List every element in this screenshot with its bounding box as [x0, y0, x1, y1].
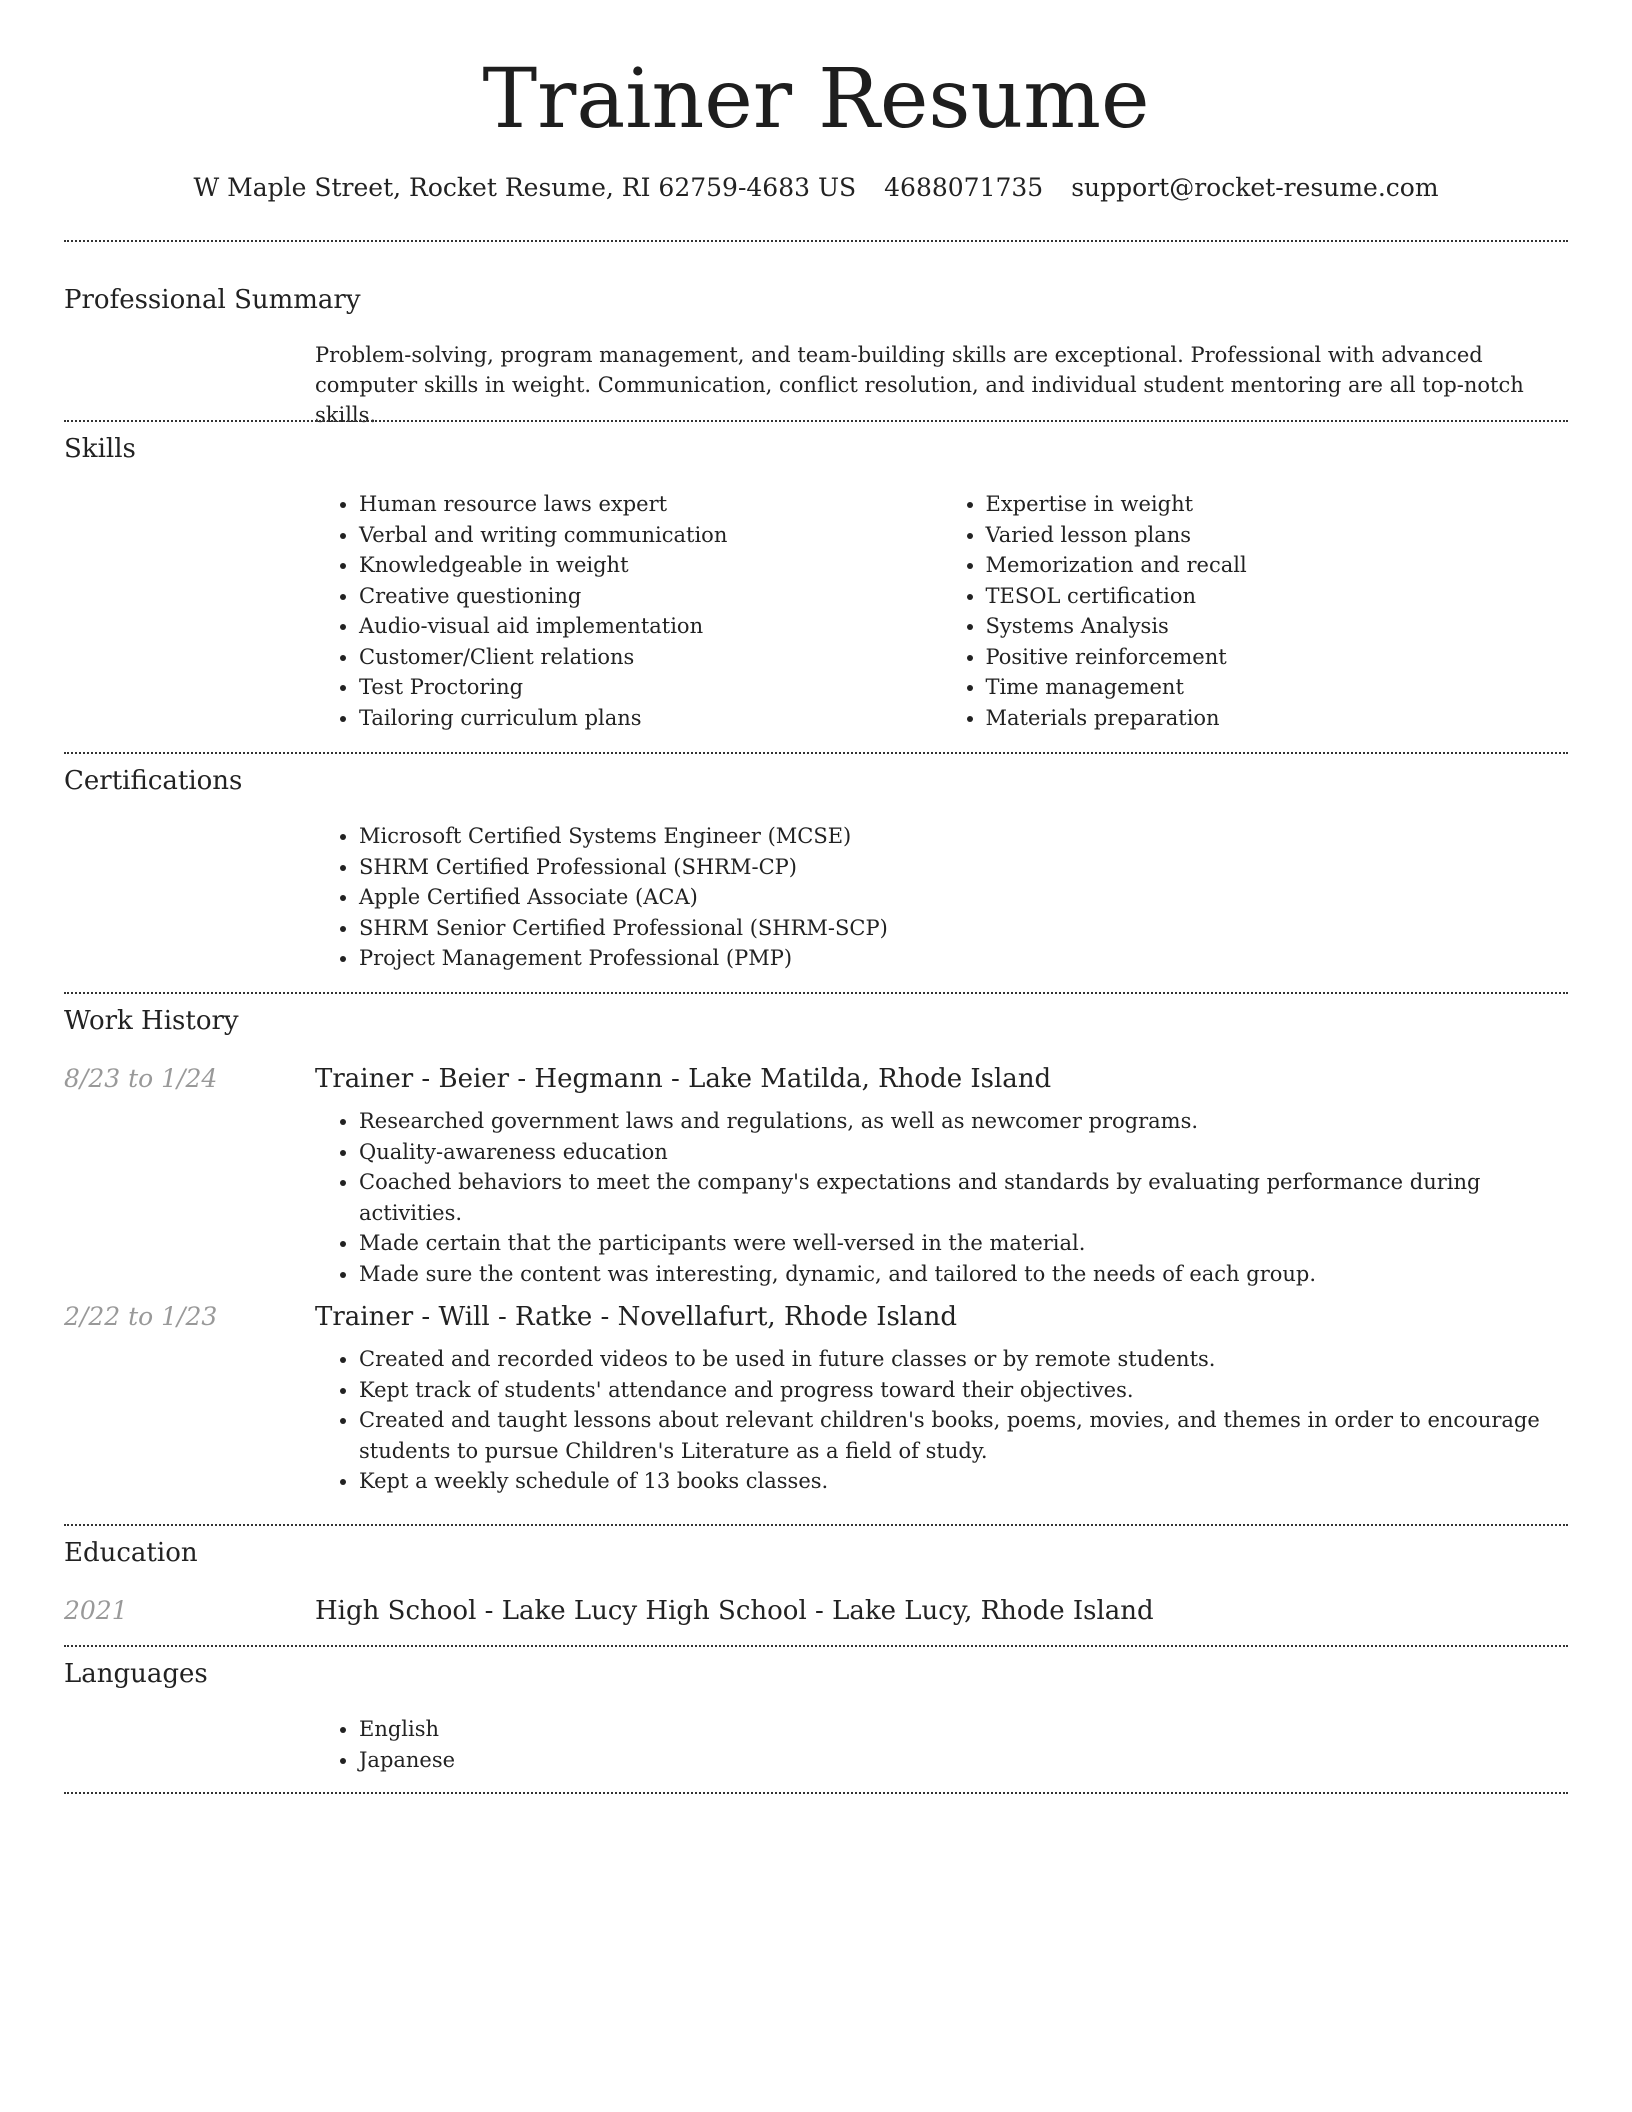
certification-item: • Project Management Professional (PMP) [359, 943, 1568, 974]
job-bullet: • Quality-awareness education [359, 1137, 1568, 1168]
summary-heading: Professional Summary [64, 285, 361, 315]
skills-list-left [315, 489, 942, 733]
job-bullet: • Created and recorded videos to be used in future classes or by remote students. [359, 1344, 1568, 1375]
language-item: • Japanese [359, 1745, 1568, 1776]
certifications-heading: Certifications [64, 766, 243, 796]
summary-content [315, 340, 1568, 430]
job-bullet: • Kept track of students' attendance and progress toward their objectives. [359, 1375, 1568, 1406]
skill-item: • Creative questioning [359, 581, 942, 612]
job-bullets [315, 1106, 1568, 1289]
certifications-content [315, 821, 1568, 974]
section-divider [64, 1792, 1568, 1794]
skills-list-right [942, 489, 1569, 733]
job-bullet: • Made certain that the participants were well-versed in the material. [359, 1228, 1568, 1259]
section-divider [64, 1524, 1568, 1526]
resume-title: Trainer Resume [482, 52, 1150, 147]
section-divider [64, 420, 1568, 422]
skill-item: • Materials preparation [986, 703, 1569, 734]
skill-item: • Positive reinforcement [986, 642, 1569, 673]
skill-item: • Customer/Client relations [359, 642, 942, 673]
skills-content [315, 489, 1568, 733]
job-bullet: • Made sure the content was interesting, dynamic, and tailored to the needs of each group. [359, 1259, 1568, 1290]
job-title: Trainer - Will - Ratke - Novellafurt, Rhode Island [315, 1302, 958, 1332]
section-divider [64, 752, 1568, 754]
education-year: 2021 [64, 1596, 128, 1625]
section-divider [64, 992, 1568, 994]
education-heading: Education [64, 1538, 198, 1568]
skill-item: • Knowledgeable in weight [359, 550, 942, 581]
job-entry [315, 1300, 1568, 1497]
job-title: Trainer - Beier - Hegmann - Lake Matilda, Rhode Island [315, 1064, 1052, 1094]
section-divider [64, 240, 1568, 242]
skill-item: • Time management [986, 672, 1569, 703]
contact-email[interactable]: support@rocket-resume.com [1071, 173, 1439, 202]
skill-item: • Verbal and writing communication [359, 520, 942, 551]
education-line: High School - Lake Lucy High School - Lake Lucy, Rhode Island [315, 1596, 1154, 1626]
job-bullet: • Researched government laws and regulations, as well as newcomer programs. [359, 1106, 1568, 1137]
languages-list [315, 1714, 1568, 1775]
certification-item: • Microsoft Certified Systems Engineer (MCSE) [359, 821, 1568, 852]
job-dates: 2/22 to 1/23 [64, 1302, 218, 1331]
skills-heading: Skills [64, 434, 136, 464]
languages-heading: Languages [64, 1659, 208, 1689]
certification-item: • SHRM Certified Professional (SHRM-CP) [359, 852, 1568, 883]
skill-item: • Human resource laws expert [359, 489, 942, 520]
certifications-list [315, 821, 1568, 974]
skill-item: • Memorization and recall [986, 550, 1569, 581]
contact-phone: 4688071735 [884, 173, 1044, 202]
language-item: • English [359, 1714, 1568, 1745]
resume-page [64, 0, 1568, 2112]
work-history-heading: Work History [64, 1006, 239, 1036]
contact-address: W Maple Street, Rocket Resume, RI 62759-4683 US [193, 173, 857, 202]
skill-item: • Test Proctoring [359, 672, 942, 703]
languages-content [315, 1714, 1568, 1775]
skill-item: • Expertise in weight [986, 489, 1569, 520]
certification-item: • SHRM Senior Certified Professional (SHRM-SCP) [359, 913, 1568, 944]
skill-item: • TESOL certification [986, 581, 1569, 612]
job-bullet: • Coached behaviors to meet the company's expectations and standards by evaluating performance during activities. [359, 1167, 1568, 1228]
skill-item: • Audio-visual aid implementation [359, 611, 942, 642]
certification-item: • Apple Certified Associate (ACA) [359, 882, 1568, 913]
skill-item: • Varied lesson plans [986, 520, 1569, 551]
job-bullet: • Created and taught lessons about relevant children's books, poems, movies, and themes in order to encourage students to pursue Children's Literature as a field of study. [359, 1405, 1568, 1466]
contact-line [64, 170, 1568, 206]
job-bullet: • Kept a weekly schedule of 13 books classes. [359, 1466, 1568, 1497]
job-dates: 8/23 to 1/24 [64, 1064, 218, 1093]
summary-text: Problem-solving, program management, and team-building skills are exceptional. Professional with advanced computer skills in weight. Communication, conflict resolution, and individual student mentoring are all top-notch skills. [315, 343, 1524, 427]
skill-item: • Tailoring curriculum plans [359, 703, 942, 734]
job-bullets [315, 1344, 1568, 1497]
skill-item: • Systems Analysis [986, 611, 1569, 642]
section-divider [64, 1645, 1568, 1647]
job-entry [315, 1062, 1568, 1289]
